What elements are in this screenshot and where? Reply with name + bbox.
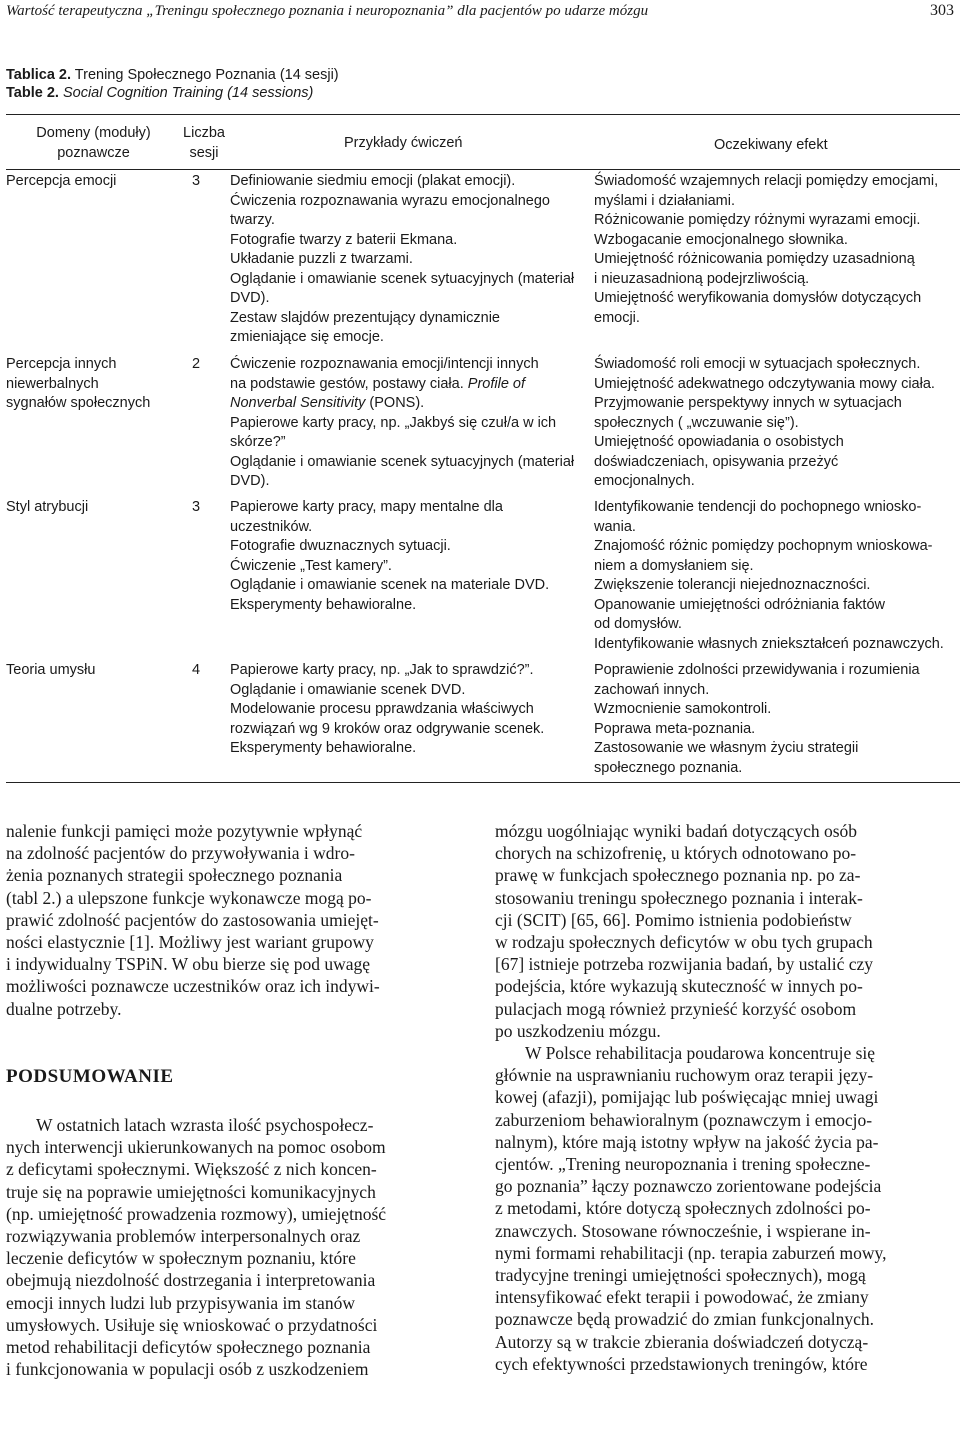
cell-sessions: 2	[192, 356, 201, 372]
cell-line: doświadczeniach, opisywania przeżyć	[594, 453, 839, 470]
cell-examples	[230, 661, 592, 759]
cell-line: społecznych ( „wczuwanie się”).	[594, 414, 799, 431]
cell-line: społecznego poznania.	[594, 759, 743, 776]
cell-line: wania.	[594, 518, 636, 535]
text-line: po uszkodzeniu mózgu.	[495, 1020, 661, 1041]
cell-line	[230, 375, 592, 395]
cell-line: uczestników.	[230, 518, 313, 535]
header-domains-line: Domeny (moduły)	[36, 125, 151, 141]
cell-line: Opanowanie umiejętności odróżniania faktów	[594, 596, 885, 613]
text-line: chorych na schizofrenię, u których odnotowano po-	[495, 843, 857, 864]
table-bottom-rule	[6, 782, 960, 783]
cell-line: Układanie puzzli z twarzami.	[230, 251, 413, 267]
cell-line: Wzbogacanie emocjonalnego słownika.	[594, 231, 848, 248]
table-title-pl: Trening Społecznego Poznania (14 sesji)	[74, 67, 339, 83]
cell-sessions: 3	[192, 499, 201, 515]
header-domains-line: poznawcze	[57, 144, 130, 161]
cell-line: skórze?”	[230, 434, 286, 450]
cell-domain	[6, 355, 181, 414]
cell-domain	[6, 661, 181, 681]
text-line: metod rehabilitacji deficytów społecznego poznania	[6, 1337, 371, 1358]
text-line: nymi formami rehabilitacji (np. terapia zaburzeń mowy,	[495, 1242, 887, 1263]
table-title-en: Social Cognition Training (14 sessions)	[62, 85, 314, 101]
cell-line: od domysłów.	[594, 616, 682, 632]
cell-line: Umiejętność opowiadania o osobistych	[594, 434, 844, 450]
text-line: prawić zdolność pacjentów do zastosowania umiejęt-	[6, 909, 379, 930]
text-line: możliwości poznawcze uczestników oraz ich indywi-	[6, 976, 380, 997]
text-line: podejścia, które wykazują skuteczność w innych po-	[495, 976, 863, 997]
cell-line: Przyjmowanie perspektywy innych w sytuacjach	[594, 395, 902, 411]
cell-line: Oglądanie i omawianie scenek sytuacyjnych (materiał	[230, 453, 575, 470]
cell-line: Teoria umysłu	[6, 662, 96, 678]
cell-line: Oglądanie i omawianie scenek na materiale DVD.	[230, 577, 550, 593]
cell-examples	[230, 498, 592, 615]
cell-text-italic: Nonverbal Sensitivity	[230, 395, 366, 411]
header-examples: Przykłady ćwiczeń	[344, 135, 463, 151]
cell-text-italic: Profile of	[467, 375, 526, 392]
cell-line: Zestaw slajdów prezentujący dynamicznie	[230, 309, 500, 326]
text-line: go poznania” łączy poznawczo zorientowane podejścia	[495, 1176, 882, 1197]
cell-line: Umiejętność weryfikowania domysłów dotyczących	[594, 290, 922, 306]
text-line: nych interwencji ukierunkowanych na pomoc osobom	[6, 1137, 386, 1158]
running-head	[6, 0, 954, 22]
text-line: obejmują niezdolność dostrzegania i interpretowania	[6, 1270, 376, 1291]
text-line: truje się na poprawie umiejętności komunikacyjnych	[6, 1181, 376, 1202]
cell-line: Wzmocnienie samokontroli.	[594, 701, 772, 717]
cell-line: emocji.	[594, 309, 640, 326]
text-line: Autorzy są w trakcie zbierania doświadczeń dotyczą-	[495, 1331, 869, 1352]
text-line: pulacjach mogą również przynieść korzyść osobom	[495, 998, 857, 1019]
text-line: cjentów. „Trening neuropoznania i trening społeczne-	[495, 1154, 871, 1175]
text-line: żenia poznanych strategii społecznego poznania	[6, 865, 343, 886]
cell-line: myślami i działaniami.	[594, 192, 736, 209]
cell-line: rozwiązań wg 9 kroków oraz odgrywanie scenek.	[230, 720, 545, 737]
header-domains	[6, 124, 181, 163]
text-line: i indywidualny TSPiN. W obu bierze się pod uwagę	[6, 954, 371, 975]
cell-line: niem a domysłaniem się.	[594, 557, 754, 574]
text-line: nalnym), które mają istotny wpływ na jakość życia pa-	[495, 1131, 879, 1152]
text-line: intensyfikować efekt terapii i powodować, że zmiany	[495, 1287, 869, 1308]
text-line: cji (SCIT) [65, 66]. Pomimo istnienia podobieństw	[495, 909, 852, 930]
cell-line: Percepcja innych	[6, 356, 117, 372]
paragraph	[495, 1042, 955, 1375]
section-heading: PODSUMOWANIE	[6, 1065, 174, 1087]
right-text-column	[495, 820, 955, 1375]
text-line: poznawcze będą prowadzić do zmian funkcjonalnych.	[495, 1309, 875, 1330]
text-line: [67] istnieje potrzeba rozwijania badań, by ustalić czy	[495, 954, 874, 975]
cell-line	[230, 394, 592, 414]
cell-line: zmieniające się emocje.	[230, 329, 384, 345]
cell-line: Ćwiczenie rozpoznawania emocji/intencji innych	[230, 356, 539, 372]
text-line: leczenie deficytów w społecznym poznaniu, które	[6, 1248, 356, 1269]
header-sessions-line: sesji	[189, 144, 219, 161]
cell-effect	[594, 355, 960, 492]
cell-line: Styl atrybucji	[6, 499, 89, 515]
text-line: w rodzaju społecznych deficytów w obu tych grupach	[495, 932, 873, 953]
text-line: zaburzeniom behawioralnym (poznawczym i emocjo-	[495, 1109, 873, 1130]
cell-text: na podstawie gestów, postawy ciała.	[230, 375, 468, 392]
cell-domain	[6, 498, 181, 518]
cell-examples	[230, 355, 592, 492]
text-line: stosowaniu treningu społecznego poznania i interak-	[495, 887, 863, 908]
text-line: i funkcjonowania w populacji osób z uszkodzeniem	[6, 1359, 369, 1380]
text-line: z deficytami społecznymi. Większość z nich koncen-	[6, 1159, 377, 1180]
header-sessions-line: Liczba	[183, 125, 225, 141]
left-text-column	[6, 820, 466, 1380]
text-line: rozwiązywania problemów interpersonalnych oraz	[6, 1226, 361, 1247]
page-number: 303	[930, 2, 954, 19]
text-line: znawczych. Stosowane równocześnie, i wspierane in-	[495, 1220, 871, 1241]
cell-line: Znajomość różnic pomiędzy pochopnym wnioskowa-	[594, 538, 933, 554]
cell-line: Eksperymenty behawioralne.	[230, 740, 417, 756]
text-line: (np. umiejętność prowadzenia rozmowy), umiejętność	[6, 1203, 387, 1224]
cell-line: Zwiększenie tolerancji niejednoznaczności.	[594, 577, 871, 593]
text-line: W ostatnich latach wzrasta ilość psychospołecz-	[36, 1115, 374, 1136]
text-line: umysłowych. Usiłuje się wnioskować o przydatności	[6, 1314, 378, 1335]
text-line: głównie na usprawnianiu ruchowym oraz terapii języ-	[495, 1065, 874, 1086]
cell-line: Poprawienie zdolności przewidywania i rozumienia	[594, 662, 920, 678]
cell-line: zachowań innych.	[594, 681, 710, 698]
text-line: kowej (afazji), pomijając lub poświęcając mniej uwagi	[495, 1087, 879, 1108]
table-label-pl: Tablica 2.	[6, 67, 72, 83]
cell-line: emocjonalnych.	[594, 473, 695, 489]
cell-line: Papierowe karty pracy, mapy mentalne dla	[230, 499, 503, 515]
paragraph	[6, 820, 466, 1020]
table-caption	[6, 66, 606, 102]
cell-sessions: 4	[192, 662, 201, 678]
cell-line: Percepcja emocji	[6, 173, 117, 189]
cell-line: sygnałów społecznych	[6, 395, 151, 411]
text-line: dualne potrzeby.	[6, 998, 122, 1019]
paragraph	[6, 1114, 466, 1380]
cell-line: niewerbalnych	[6, 375, 99, 392]
text-line: nalenie funkcji pamięci może pozytywnie wpłynąć	[6, 821, 363, 841]
cell-line: Definiowanie siedmiu emocji (plakat emocji).	[230, 173, 516, 189]
text-line: mózgu uogólniając wyniki badań dotyczących osób	[495, 821, 858, 841]
cell-line: Umiejętność adekwatnego odczytywania mowy ciała.	[594, 375, 935, 392]
cell-line: Eksperymenty behawioralne.	[230, 596, 417, 613]
cell-effect	[594, 661, 960, 778]
cell-line: Identyfikowanie tendencji do pochopnego wniosko-	[594, 499, 922, 515]
cell-domain	[6, 172, 181, 192]
cell-line: Zastosowanie we własnym życiu strategii	[594, 740, 859, 756]
cell-line: DVD).	[230, 290, 270, 306]
table-caption-en	[6, 84, 606, 102]
text-line: W Polsce rehabilitacja poudarowa koncentruje się	[525, 1043, 876, 1064]
cell-line: Świadomość roli emocji w sytuacjach społecznych.	[594, 356, 921, 372]
cell-line: DVD).	[230, 473, 270, 489]
cell-line: Papierowe karty pracy, np. „Jakbyś się czuł/a w ich	[230, 414, 557, 431]
text-line: tradycyjne treningi umiejętności społecznych), mogą	[495, 1265, 866, 1286]
cell-line: Oglądanie i omawianie scenek DVD.	[230, 681, 466, 698]
cell-examples	[230, 172, 592, 348]
cell-line: Fotografie twarzy z baterii Ekmana.	[230, 231, 458, 248]
cell-line: Fotografie dwuznacznych sytuacji.	[230, 538, 451, 554]
cell-line: Umiejętność różnicowania pomiędzy uzasadnioną	[594, 251, 915, 267]
cell-line: Poprawa meta-poznania.	[594, 720, 756, 737]
cell-line: Ćwiczenia rozpoznawania wyrazu emocjonalnego	[230, 192, 550, 209]
cell-line: Różnicowanie pomiędzy różnymi wyrazami emocji.	[594, 212, 921, 228]
cell-text: (PONS).	[365, 395, 425, 411]
table-caption-pl	[6, 66, 606, 84]
table-label-en: Table 2.	[6, 85, 59, 101]
cell-line: Identyfikowanie własnych zniekształceń poznawczych.	[594, 635, 944, 652]
text-line: z metodami, które dotyczą społecznych zdolności po-	[495, 1198, 871, 1219]
text-line: ności elastycznie [1]. Możliwy jest wariant grupowy	[6, 932, 374, 953]
text-line: cych efektywności przedstawionych treningów, które	[495, 1353, 868, 1374]
cell-line: Modelowanie procesu pprawdzania właściwych	[230, 701, 534, 717]
text-line: prawę w funkcjach społecznego poznania np. po za-	[495, 865, 861, 886]
cell-sessions: 3	[192, 173, 201, 189]
cell-line: Oglądanie i omawianie scenek sytuacyjnych (materiał	[230, 270, 575, 287]
text-line: emocji innych ludzi lub przypisywania im stanów	[6, 1292, 355, 1313]
cell-line: Świadomość wzajemnych relacji pomiędzy emocjami,	[594, 173, 939, 189]
cell-line: i nieuzasadnioną podejrzliwością.	[594, 270, 810, 287]
text-line: (tabl 2.) a ulepszone funkcje wykonawcze mogą po-	[6, 887, 372, 908]
cell-line: Papierowe karty pracy, np. „Jak to sprawdzić?”.	[230, 662, 534, 678]
cell-line: twarzy.	[230, 212, 275, 228]
cell-effect	[594, 172, 960, 328]
running-head-title: Wartość terapeutyczna „Treningu społecznego poznania i neuropoznania” dla pacjentów po udarze mózgu	[6, 3, 649, 19]
text-line: na zdolność pacjentów do przywoływania i wdro-	[6, 843, 355, 864]
cell-line: Ćwiczenie „Test kamery”.	[230, 557, 392, 574]
table-header	[6, 118, 960, 170]
paragraph	[495, 820, 955, 1042]
cell-effect	[594, 498, 960, 654]
table-top-rule	[6, 114, 960, 115]
header-effect: Oczekiwany efekt	[714, 137, 828, 153]
